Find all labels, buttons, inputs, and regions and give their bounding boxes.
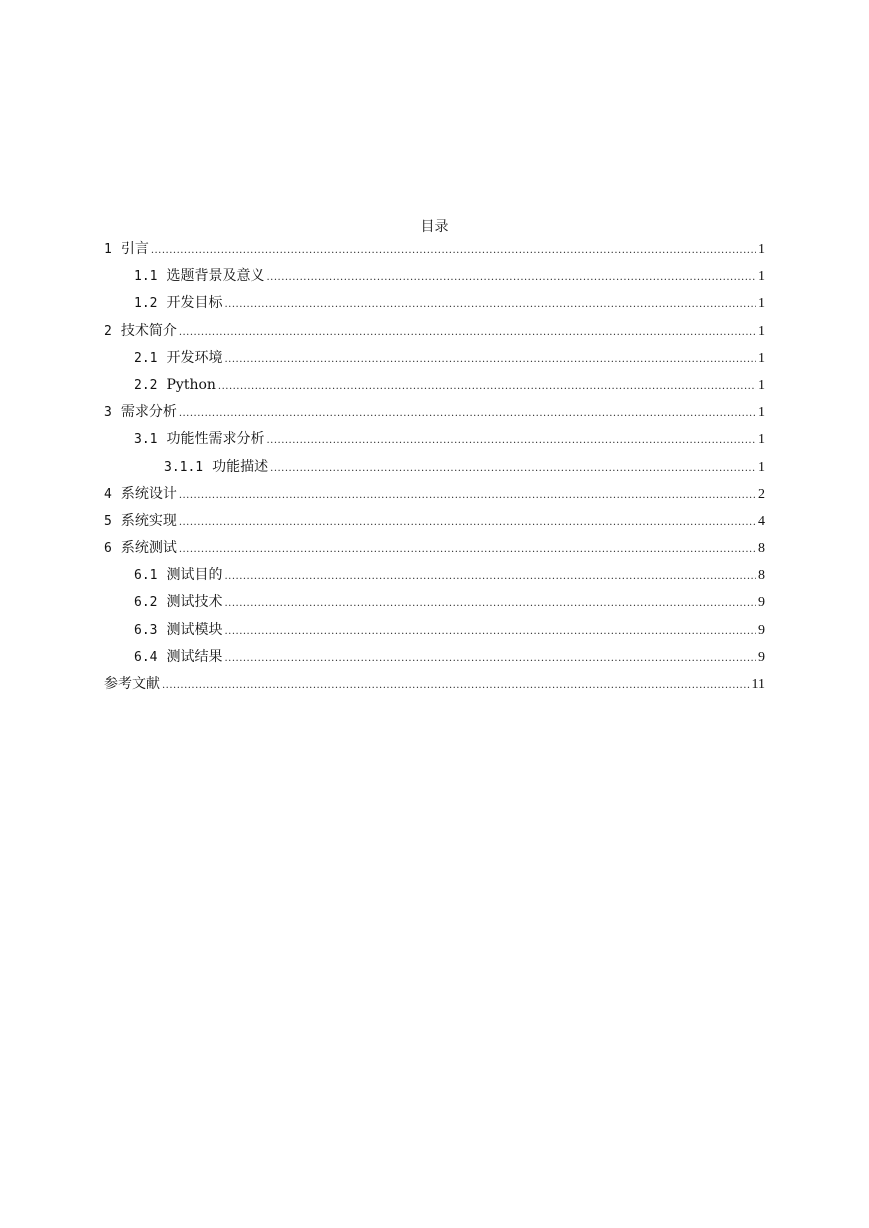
toc-leader-dots — [179, 319, 756, 346]
toc-entry-label: 开发目标 — [166, 295, 223, 312]
toc-entry-page: 1 — [758, 323, 765, 339]
toc-entry-number: 4 — [104, 486, 112, 502]
toc-entry-page: 8 — [758, 541, 765, 557]
toc-entry-number: 1.1 — [134, 269, 158, 285]
toc-entry-number: 3.1.1 — [164, 459, 204, 475]
toc-entry-page: 2 — [758, 486, 765, 502]
toc-entry-page: 1 — [758, 296, 765, 312]
toc-entry-number: 1.2 — [134, 296, 158, 312]
toc-leader-dots — [162, 672, 750, 699]
toc-entry-references[interactable] — [104, 671, 765, 698]
toc-leader-dots — [224, 590, 756, 617]
toc-entry-number: 6 — [104, 541, 112, 557]
toc-entry-label: 系统测试 — [120, 540, 177, 557]
toc-entry-page: 1 — [758, 377, 765, 393]
toc-entry-6[interactable] — [104, 535, 765, 562]
toc-leader-dots — [218, 373, 756, 400]
toc-entry-3-1[interactable] — [104, 426, 765, 453]
toc-leader-dots — [179, 536, 756, 563]
toc-entry-page: 9 — [758, 649, 765, 665]
toc-entry-2-1[interactable] — [104, 345, 765, 372]
toc-entry-page: 1 — [758, 405, 765, 421]
toc-entry-label: 测试目的 — [166, 567, 223, 584]
toc-entry-number: 6.4 — [134, 649, 158, 665]
toc-entry-page: 1 — [758, 242, 765, 257]
toc-title: 目录 — [420, 219, 449, 235]
toc-entry-label: 系统实现 — [120, 512, 177, 529]
toc-leader-dots — [270, 455, 756, 482]
table-of-contents — [104, 236, 765, 698]
toc-entry-number: 2 — [104, 323, 112, 339]
toc-entry-6-2[interactable] — [104, 589, 765, 616]
toc-leader-dots — [266, 264, 756, 291]
toc-entry-label: 需求分析 — [120, 404, 177, 421]
toc-entry-1-1[interactable] — [104, 263, 765, 290]
toc-entry-label: 技术简介 — [120, 322, 177, 339]
toc-entry-number: 6.2 — [134, 595, 158, 611]
toc-entry-label: 参考文献 — [104, 676, 160, 692]
toc-entry-6-4[interactable] — [104, 644, 765, 671]
toc-entry-label: 功能性需求分析 — [166, 431, 265, 448]
toc-entry-page: 9 — [758, 595, 765, 611]
toc-leader-dots — [224, 291, 756, 318]
toc-entry-number: 2.1 — [134, 350, 158, 366]
toc-entry-6-1[interactable] — [104, 562, 765, 589]
toc-entry-page: 4 — [758, 513, 765, 529]
toc-entry-label: 测试技术 — [166, 594, 223, 611]
toc-entry-number: 6.3 — [134, 622, 158, 638]
toc-entry-page: 1 — [758, 350, 765, 366]
toc-entry-page: 11 — [751, 677, 765, 692]
toc-entry-2-2[interactable] — [104, 372, 765, 399]
toc-entry-1-2[interactable] — [104, 290, 765, 317]
toc-entry-1[interactable] — [104, 236, 765, 263]
toc-entry-label: 选题背景及意义 — [166, 268, 265, 285]
toc-entry-page: 9 — [758, 622, 765, 638]
toc-entry-2[interactable] — [104, 318, 765, 345]
toc-entry-page: 8 — [758, 568, 765, 584]
toc-leader-dots — [224, 645, 756, 672]
toc-entry-number: 2.2 — [134, 377, 158, 393]
toc-entry-label: 开发环境 — [166, 349, 223, 366]
toc-entry-number: 1 — [104, 242, 112, 257]
toc-entry-label: Python — [166, 376, 216, 393]
toc-entry-3-1-1[interactable] — [104, 454, 765, 481]
toc-leader-dots — [179, 509, 756, 536]
toc-leader-dots — [179, 400, 756, 427]
toc-entry-label: 测试结果 — [166, 648, 223, 665]
toc-leader-dots — [266, 427, 756, 454]
toc-entry-label: 测试模块 — [166, 621, 223, 638]
toc-entry-label: 功能描述 — [212, 458, 269, 475]
toc-leader-dots — [179, 482, 756, 509]
toc-leader-dots — [151, 237, 756, 264]
toc-entry-page: 1 — [758, 269, 765, 285]
toc-entry-page: 1 — [758, 459, 765, 475]
toc-entry-number: 3 — [104, 405, 112, 421]
toc-entry-number: 5 — [104, 513, 112, 529]
toc-entry-4[interactable] — [104, 481, 765, 508]
toc-entry-number: 6.1 — [134, 568, 158, 584]
toc-entry-3[interactable] — [104, 399, 765, 426]
toc-leader-dots — [224, 563, 756, 590]
toc-entry-5[interactable] — [104, 508, 765, 535]
toc-entry-number: 3.1 — [134, 432, 158, 448]
toc-entry-6-3[interactable] — [104, 617, 765, 644]
toc-leader-dots — [224, 618, 756, 645]
toc-leader-dots — [224, 346, 756, 373]
toc-entry-label: 引言 — [120, 241, 149, 257]
toc-entry-page: 1 — [758, 432, 765, 448]
toc-entry-label: 系统设计 — [120, 485, 177, 502]
